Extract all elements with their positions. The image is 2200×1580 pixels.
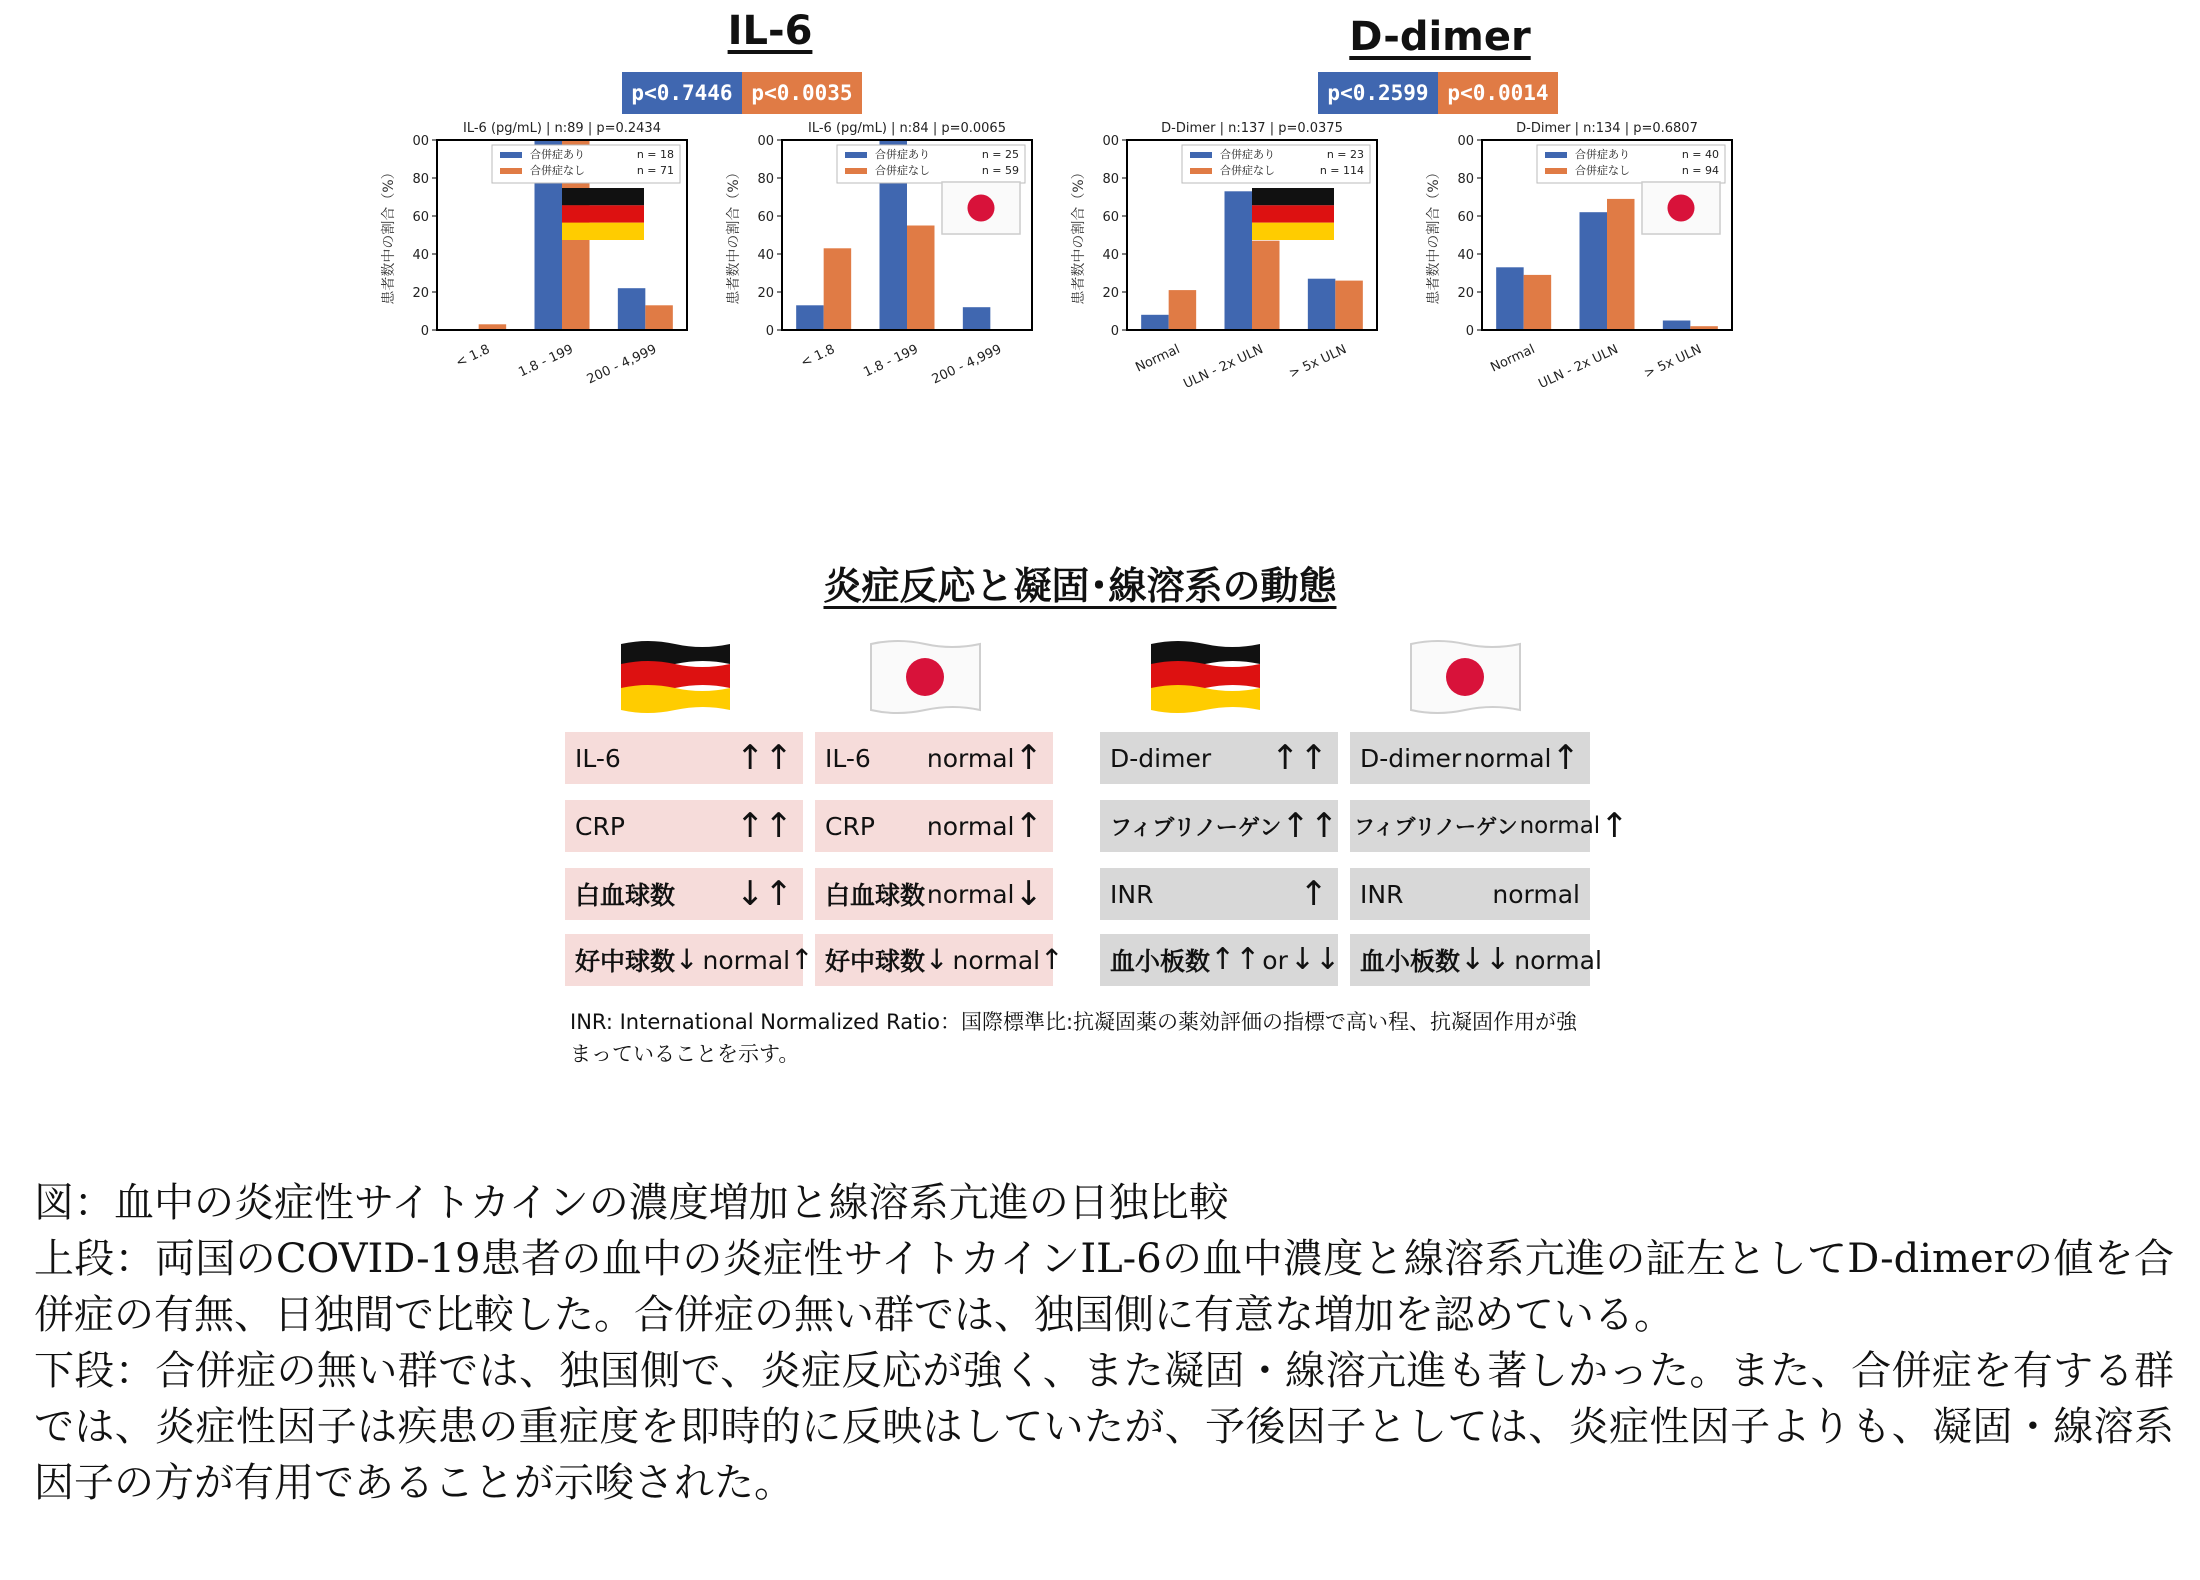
marker-label: IL-6 xyxy=(825,743,871,773)
trend-arrows: ↑ xyxy=(1551,738,1580,778)
y-axis-label: 患者数中の割合（%） xyxy=(381,165,397,305)
marker-value: normal xyxy=(1463,743,1552,773)
table-row xyxy=(815,868,1053,920)
bar xyxy=(824,248,851,330)
bar xyxy=(907,226,935,331)
legend-label: 合併症あり xyxy=(1220,148,1275,161)
marker-label: 好中球数 xyxy=(575,947,676,976)
legend-swatch xyxy=(500,168,522,174)
legend-count: n = 18 xyxy=(636,148,674,161)
y-tick-label: 60 xyxy=(1102,210,1119,225)
marker-label: 血小板数 xyxy=(1360,947,1461,976)
legend-label: 合併症なし xyxy=(875,164,930,177)
japan-flag-icon xyxy=(942,182,1020,234)
trend-arrows: ↓ xyxy=(675,943,699,976)
legend-count: n = 71 xyxy=(636,164,674,177)
trend-arrows: ↓ xyxy=(925,943,949,976)
trend-arrows: ↓↓ xyxy=(1289,942,1341,977)
table-row xyxy=(565,934,814,986)
legend-swatch xyxy=(1545,168,1567,174)
table-row xyxy=(1350,934,1602,986)
legend-label: 合併症あり xyxy=(530,148,585,161)
ddimer-p-badge xyxy=(1318,72,1558,114)
x-tick-label: ULN - 2x ULN xyxy=(1181,342,1266,392)
japan-flag-icon xyxy=(1408,638,1523,716)
y-tick-label: 0 xyxy=(420,324,429,339)
legend-swatch xyxy=(500,152,522,158)
trend-arrows: ↑ xyxy=(1600,806,1629,846)
chart-title: IL-6 (pg/mL) | n:89 | p=0.2434 xyxy=(463,121,661,136)
bar xyxy=(1252,241,1280,330)
bar xyxy=(1169,290,1197,330)
trend-arrows: ↑↑ xyxy=(1210,942,1261,977)
marker-value: or xyxy=(1262,945,1288,975)
marker-label: 好中球数 xyxy=(825,947,926,976)
germany-flag-stripe xyxy=(1252,223,1334,240)
y-tick-label: 80 xyxy=(412,172,429,187)
germany-flag-stripe xyxy=(562,205,644,222)
marker-label: INR xyxy=(1110,879,1154,909)
x-tick-label: < 1.8 xyxy=(798,342,838,371)
legend-count: n = 114 xyxy=(1319,164,1364,177)
table-row xyxy=(1350,732,1590,784)
caption-upper: 上段：両国のCOVID-19患者の血中の炎症性サイトカインIL-6の血中濃度と線溶系亢進の証左としてD-dimerの値を合併症の有無、日独間で比較した。合併症の無い群では、独国側に有意な増加を認めている。 xyxy=(34,1236,2174,1338)
table-row xyxy=(1100,934,1341,986)
legend-label: 合併症なし xyxy=(530,164,585,177)
y-axis-label: 患者数中の割合（%） xyxy=(1071,165,1087,305)
japan-flag-icon xyxy=(868,638,983,716)
y-axis-label: 患者数中の割合（%） xyxy=(1426,165,1442,305)
y-tick-label: 40 xyxy=(757,248,774,263)
x-tick-label: Normal xyxy=(1488,342,1538,376)
germany-flag-icon xyxy=(1148,638,1263,716)
legend-label: 合併症なし xyxy=(1575,164,1630,177)
bar xyxy=(1496,267,1524,330)
y-axis-label: 患者数中の割合（%） xyxy=(726,165,742,305)
legend-count: n = 94 xyxy=(1681,164,1719,177)
x-tick-label: 200 - 4,999 xyxy=(584,342,660,388)
y-tick-label: 60 xyxy=(757,210,774,225)
legend-label: 合併症なし xyxy=(1220,164,1275,177)
germany-flag-icon xyxy=(1252,188,1334,240)
bar xyxy=(796,305,824,330)
table-row xyxy=(1350,800,1629,852)
trend-arrows: ↑ xyxy=(790,943,814,976)
table-row xyxy=(1100,868,1338,920)
y-tick-label: 00 xyxy=(757,134,774,149)
marker-label: D-dimer xyxy=(1360,743,1462,773)
marker-value: normal xyxy=(952,945,1041,975)
x-tick-label: Normal xyxy=(1133,342,1183,376)
bar xyxy=(1335,281,1363,330)
table-row xyxy=(565,732,803,784)
table-row xyxy=(1100,732,1338,784)
legend-count: n = 59 xyxy=(981,164,1019,177)
y-tick-label: 0 xyxy=(1110,324,1119,339)
y-tick-label: 60 xyxy=(1457,210,1474,225)
marker-label: 白血球数 xyxy=(575,881,676,910)
marker-value: normal xyxy=(926,811,1015,841)
y-tick-label: 80 xyxy=(1457,172,1474,187)
japan-flag-disc xyxy=(967,194,994,221)
trend-arrows: ↑ xyxy=(1040,943,1064,976)
table-row xyxy=(815,732,1053,784)
x-tick-label: > 5x ULN xyxy=(1641,342,1705,382)
trend-arrows: ↑ xyxy=(1014,806,1043,846)
ddimer-germany-chart xyxy=(1065,118,1410,478)
legend-label: 合併症あり xyxy=(1575,148,1630,161)
bar xyxy=(1141,315,1169,330)
bar xyxy=(1225,191,1253,330)
x-tick-label: 200 - 4,999 xyxy=(929,342,1005,388)
y-tick-label: 80 xyxy=(757,172,774,187)
y-tick-label: 00 xyxy=(1457,134,1474,149)
marker-value: normal xyxy=(1519,813,1601,839)
legend-label: 合併症あり xyxy=(875,148,930,161)
japan-flag-disc xyxy=(1667,194,1694,221)
x-tick-label: 1.8 - 199 xyxy=(516,342,576,381)
marker-label: D-dimer xyxy=(1110,743,1212,773)
trend-arrows: ↓↑ xyxy=(736,874,793,914)
marker-label: 血小板数 xyxy=(1110,947,1211,976)
il6-germany-chart xyxy=(375,118,720,478)
figure-caption xyxy=(34,1175,2174,1511)
x-tick-label: > 5x ULN xyxy=(1286,342,1350,382)
trend-arrows: ↑↑ xyxy=(736,738,793,778)
bar xyxy=(618,288,646,330)
table-row xyxy=(815,800,1053,852)
table-row xyxy=(565,868,803,920)
germany-flag-stripe xyxy=(1252,205,1334,222)
legend-count: n = 25 xyxy=(981,148,1019,161)
caption-title: 図：血中の炎症性サイトカインの濃度増加と線溶系亢進の日独比較 xyxy=(34,1180,1229,1226)
chart-title: D-Dimer | n:137 | p=0.0375 xyxy=(1161,121,1343,136)
ddimer-japan-chart xyxy=(1420,118,1765,478)
y-tick-label: 80 xyxy=(1102,172,1119,187)
table-row xyxy=(565,800,803,852)
ddimer-title: D-dimer xyxy=(1349,14,1531,60)
y-tick-label: 40 xyxy=(1102,248,1119,263)
y-tick-label: 40 xyxy=(412,248,429,263)
y-tick-label: 0 xyxy=(765,324,774,339)
marker-value: normal xyxy=(926,879,1015,909)
marker-value: normal xyxy=(926,743,1015,773)
germany-flag-stripe xyxy=(562,223,644,240)
trend-arrows: ↑ xyxy=(1014,738,1043,778)
il6-japan-chart xyxy=(720,118,1065,478)
section-title: 炎症反応と凝固･線溶系の動態 xyxy=(823,564,1337,608)
marker-label: CRP xyxy=(575,811,625,841)
japan-flag-icon xyxy=(1642,182,1720,234)
bar xyxy=(1524,275,1552,330)
marker-value: normal xyxy=(1492,879,1580,909)
y-tick-label: 60 xyxy=(412,210,429,225)
p-value-without-comorbidity: p<0.0035 xyxy=(742,72,862,114)
y-tick-label: 40 xyxy=(1457,248,1474,263)
y-tick-label: 00 xyxy=(412,134,429,149)
table-row xyxy=(1350,868,1590,920)
marker-label: CRP xyxy=(825,811,875,841)
trend-arrows: ↓↓ xyxy=(1460,942,1511,977)
p-value-with-comorbidity: p<0.7446 xyxy=(622,72,742,114)
p-value-with-comorbidity: p<0.2599 xyxy=(1318,72,1438,114)
marker-label: フィブリノーゲン xyxy=(1354,815,1518,839)
table-row xyxy=(1100,800,1338,852)
marker-label: IL-6 xyxy=(575,743,621,773)
y-tick-label: 20 xyxy=(757,286,774,301)
marker-label: INR xyxy=(1360,879,1404,909)
y-tick-label: 20 xyxy=(1102,286,1119,301)
germany-flag-stripe xyxy=(562,188,644,205)
il6-title: IL-6 xyxy=(727,8,813,54)
p-value-without-comorbidity: p<0.0014 xyxy=(1438,72,1558,114)
chart-title: IL-6 (pg/mL) | n:84 | p=0.0065 xyxy=(808,121,1006,136)
table-row xyxy=(815,934,1064,986)
legend-count: n = 40 xyxy=(1681,148,1719,161)
bar xyxy=(1308,279,1335,330)
y-tick-label: 20 xyxy=(1457,286,1474,301)
trend-arrows: ↑↑ xyxy=(1281,806,1339,846)
legend-count: n = 23 xyxy=(1326,148,1364,161)
legend-swatch xyxy=(845,152,867,158)
germany-flag-icon xyxy=(618,638,733,716)
il6-p-badge xyxy=(622,72,862,114)
bar xyxy=(1607,199,1635,330)
caption-lower: 下段：合併症の無い群では、独国側で、炎症反応が強く、また凝固・線溶亢進も著しかった。また、合併症を有する群では、炎症性因子は疾患の重症度を即時的に反映はしていたが、予後因子としては、炎症性因子よりも、凝固・線溶系因子の方が有用であることが示唆された。 xyxy=(34,1348,2174,1506)
legend-swatch xyxy=(845,168,867,174)
legend-swatch xyxy=(1190,168,1212,174)
legend-swatch xyxy=(1190,152,1212,158)
x-tick-label: < 1.8 xyxy=(453,342,493,371)
germany-flag-stripe xyxy=(1252,188,1334,205)
trend-arrows: ↑ xyxy=(1299,874,1328,914)
trend-arrows: ↑↑ xyxy=(736,806,793,846)
germany-flag-icon xyxy=(562,188,644,240)
trend-arrows: ↑↑ xyxy=(1271,738,1328,778)
y-tick-label: 00 xyxy=(1102,134,1119,149)
chart-title: D-Dimer | n:134 | p=0.6807 xyxy=(1516,121,1698,136)
marker-value: normal xyxy=(1514,945,1602,975)
bar xyxy=(963,307,991,330)
trend-arrows: ↓ xyxy=(1014,874,1043,914)
y-tick-label: 0 xyxy=(1465,324,1474,339)
y-tick-label: 20 xyxy=(412,286,429,301)
legend-swatch xyxy=(1545,152,1567,158)
inr-note: INR: International Normalized Ratio：国際標準比:抗凝固薬の薬効評価の指標で高い程、抗凝固作用が強まっていることを示す。 xyxy=(570,1010,1578,1066)
bar xyxy=(1580,212,1608,330)
bar xyxy=(1663,321,1690,331)
marker-value: normal xyxy=(702,945,791,975)
marker-label: 白血球数 xyxy=(825,881,926,910)
bar xyxy=(645,305,673,330)
marker-label: フィブリノーゲン xyxy=(1110,815,1282,841)
x-tick-label: ULN - 2x ULN xyxy=(1536,342,1621,392)
x-tick-label: 1.8 - 199 xyxy=(861,342,921,381)
